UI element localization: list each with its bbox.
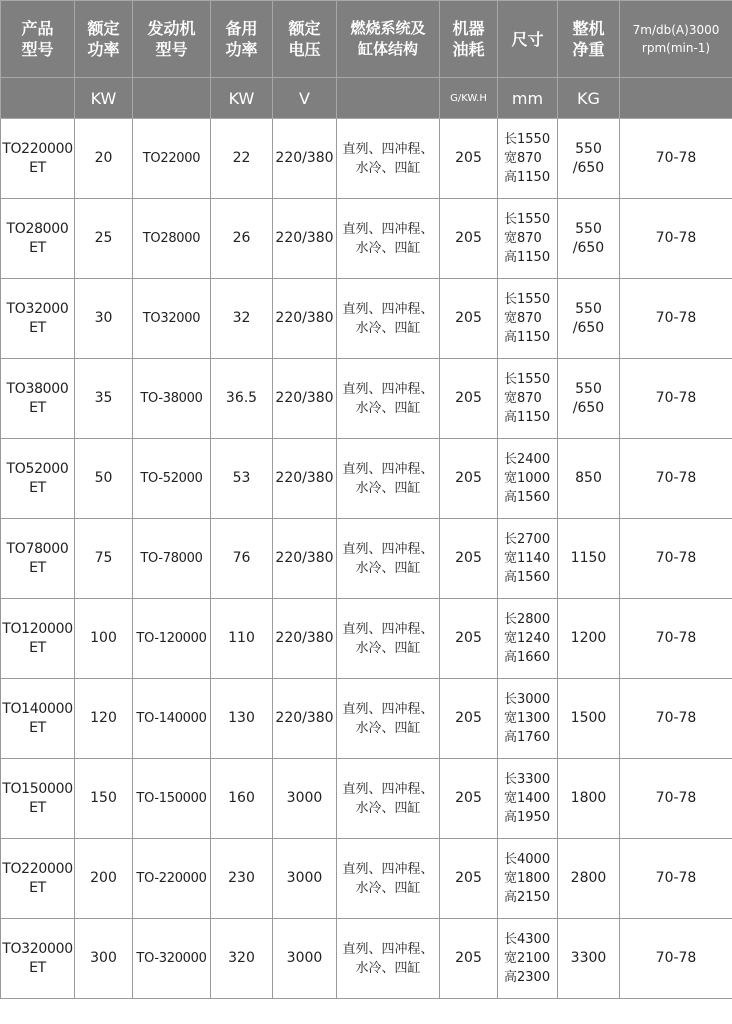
- cell-structure-line: 直列、四冲程、: [342, 461, 434, 477]
- cell-standby-power: 22: [211, 119, 273, 199]
- cell-fuel-consumption: 205: [440, 439, 498, 519]
- cell-net-weight: [558, 199, 620, 279]
- cell-net-weight-line: 550: [575, 380, 602, 397]
- cell-noise: 70-78: [620, 599, 732, 679]
- cell-rated-voltage: 220/380: [273, 519, 337, 599]
- cell-net-weight-line: /650: [572, 239, 605, 256]
- cell-dimensions-line: 宽870: [504, 231, 542, 246]
- unit-cell: mm: [498, 78, 558, 119]
- cell-structure: [337, 279, 440, 359]
- cell-structure: [337, 439, 440, 519]
- cell-fuel-consumption: 205: [440, 599, 498, 679]
- cell-noise: 70-78: [620, 839, 732, 919]
- cell-product-model-line: ET: [29, 399, 46, 416]
- cell-engine-model: TO-220000: [133, 839, 211, 919]
- cell-noise: 70-78: [620, 359, 732, 439]
- cell-dimensions-line: 高1760: [504, 730, 551, 745]
- cell-engine-model: TO-38000: [133, 359, 211, 439]
- cell-fuel-consumption: 205: [440, 519, 498, 599]
- cell-structure: [337, 119, 440, 199]
- cell-structure-line: 水冷、四缸: [355, 160, 421, 176]
- cell-dimensions-line: 长4300: [504, 932, 551, 947]
- cell-rated-power: 120: [75, 679, 133, 759]
- cell-net-weight-line: 1150: [570, 550, 607, 566]
- cell-dimensions-line: 长4000: [504, 852, 551, 867]
- cell-net-weight-line: /650: [572, 319, 605, 336]
- header-rated-power: 额定 功率: [75, 1, 133, 78]
- table-row: [1, 119, 732, 199]
- table-row: [1, 599, 732, 679]
- cell-net-weight: [558, 839, 620, 919]
- cell-product-model: [1, 679, 75, 759]
- units-row: [1, 78, 732, 119]
- cell-rated-power: 25: [75, 199, 133, 279]
- cell-rated-voltage: 3000: [273, 759, 337, 839]
- cell-product-model: [1, 359, 75, 439]
- cell-product-model-line: ET: [29, 239, 46, 256]
- cell-dimensions-line: 长2400: [504, 452, 551, 467]
- cell-dimensions: [498, 919, 558, 999]
- cell-dimensions: [498, 119, 558, 199]
- cell-dimensions-line: 宽870: [504, 151, 542, 166]
- cell-rated-voltage: 220/380: [273, 439, 337, 519]
- cell-product-model-line: ET: [29, 719, 46, 736]
- cell-rated-voltage: 220/380: [273, 679, 337, 759]
- cell-engine-model: TO-78000: [133, 519, 211, 599]
- cell-product-model-line: ET: [29, 879, 46, 896]
- cell-noise: 70-78: [620, 919, 732, 999]
- cell-dimensions-line: 宽1240: [504, 631, 551, 646]
- cell-product-model-line: ET: [29, 799, 46, 816]
- cell-product-model-line: TO28000: [6, 220, 69, 237]
- header-rated-voltage: 额定 电压: [273, 1, 337, 78]
- cell-product-model: [1, 439, 75, 519]
- cell-structure-line: 水冷、四缸: [355, 640, 421, 656]
- cell-rated-voltage: 220/380: [273, 279, 337, 359]
- cell-structure: [337, 519, 440, 599]
- cell-rated-power: 150: [75, 759, 133, 839]
- unit-cell: G/KW.H: [440, 78, 498, 119]
- cell-product-model-line: TO78000: [6, 540, 69, 557]
- cell-dimensions-line: 高1560: [504, 570, 551, 585]
- cell-structure-line: 直列、四冲程、: [342, 941, 434, 957]
- cell-engine-model: TO32000: [133, 279, 211, 359]
- cell-structure-line: 直列、四冲程、: [342, 221, 434, 237]
- cell-product-model: [1, 919, 75, 999]
- cell-net-weight-line: /650: [572, 399, 605, 416]
- cell-dimensions-line: 高1660: [504, 650, 551, 665]
- cell-structure-line: 水冷、四缸: [355, 880, 421, 896]
- cell-dimensions: [498, 679, 558, 759]
- cell-net-weight: [558, 119, 620, 199]
- cell-structure-line: 直列、四冲程、: [342, 381, 434, 397]
- table-row: [1, 439, 732, 519]
- cell-fuel-consumption: 205: [440, 279, 498, 359]
- cell-standby-power: 53: [211, 439, 273, 519]
- cell-structure-line: 水冷、四缸: [355, 320, 421, 336]
- cell-dimensions-line: 宽870: [504, 311, 542, 326]
- table-row: [1, 679, 732, 759]
- cell-structure-line: 水冷、四缸: [355, 720, 421, 736]
- cell-structure: [337, 919, 440, 999]
- unit-cell: [1, 78, 75, 119]
- cell-dimensions-line: 高1150: [504, 250, 551, 265]
- cell-dimensions: [498, 519, 558, 599]
- cell-net-weight-line: 1800: [570, 790, 607, 806]
- cell-product-model-line: TO32000: [6, 300, 69, 317]
- cell-dimensions-line: 长3000: [504, 692, 551, 707]
- cell-dimensions-line: 高1150: [504, 330, 551, 345]
- cell-standby-power: 160: [211, 759, 273, 839]
- cell-standby-power: 230: [211, 839, 273, 919]
- unit-cell: [620, 78, 732, 119]
- cell-structure-line: 水冷、四缸: [355, 240, 421, 256]
- cell-engine-model: TO-120000: [133, 599, 211, 679]
- cell-structure-line: 直列、四冲程、: [342, 781, 434, 797]
- cell-structure: [337, 759, 440, 839]
- cell-structure: [337, 199, 440, 279]
- cell-product-model: [1, 759, 75, 839]
- table-row: [1, 199, 732, 279]
- header-net-weight: 整机 净重: [558, 1, 620, 78]
- cell-product-model: [1, 839, 75, 919]
- cell-dimensions-line: 宽1400: [504, 791, 551, 806]
- unit-cell: KW: [211, 78, 273, 119]
- cell-product-model-line: TO220000: [2, 860, 73, 877]
- cell-structure-line: 直列、四冲程、: [342, 621, 434, 637]
- cell-fuel-consumption: 205: [440, 839, 498, 919]
- cell-fuel-consumption: 205: [440, 359, 498, 439]
- cell-structure-line: 直列、四冲程、: [342, 141, 434, 157]
- cell-net-weight: [558, 599, 620, 679]
- cell-product-model-line: TO38000: [6, 380, 69, 397]
- table-row: [1, 359, 732, 439]
- cell-net-weight: [558, 679, 620, 759]
- cell-net-weight: [558, 519, 620, 599]
- cell-net-weight-line: 550: [575, 300, 602, 317]
- cell-structure: [337, 839, 440, 919]
- cell-standby-power: 110: [211, 599, 273, 679]
- cell-net-weight-line: 550: [575, 140, 602, 157]
- cell-dimensions-line: 宽1300: [504, 711, 551, 726]
- unit-cell: [133, 78, 211, 119]
- cell-standby-power: 76: [211, 519, 273, 599]
- cell-fuel-consumption: 205: [440, 679, 498, 759]
- cell-dimensions-line: 高2150: [504, 890, 551, 905]
- cell-fuel-consumption: 205: [440, 759, 498, 839]
- cell-product-model-line: TO320000: [2, 940, 73, 957]
- cell-engine-model: TO-150000: [133, 759, 211, 839]
- cell-structure-line: 直列、四冲程、: [342, 301, 434, 317]
- cell-engine-model: TO28000: [133, 199, 211, 279]
- cell-engine-model: TO-320000: [133, 919, 211, 999]
- table-row: [1, 279, 732, 359]
- cell-dimensions-line: 宽1000: [504, 471, 551, 486]
- header-product-model: 产品 型号: [1, 1, 75, 78]
- cell-product-model: [1, 279, 75, 359]
- cell-fuel-consumption: 205: [440, 119, 498, 199]
- cell-rated-voltage: 220/380: [273, 599, 337, 679]
- cell-rated-power: 30: [75, 279, 133, 359]
- cell-rated-voltage: 3000: [273, 839, 337, 919]
- cell-rated-voltage: 220/380: [273, 119, 337, 199]
- cell-dimensions: [498, 279, 558, 359]
- cell-dimensions-line: 长1550: [504, 212, 551, 227]
- unit-cell: KG: [558, 78, 620, 119]
- cell-dimensions-line: 长1550: [504, 132, 551, 147]
- header-combustion-structure: 燃烧系统及 缸体结构: [337, 1, 440, 78]
- cell-dimensions-line: 长2800: [504, 612, 551, 627]
- cell-noise: 70-78: [620, 679, 732, 759]
- cell-dimensions-line: 长3300: [504, 772, 551, 787]
- cell-net-weight: [558, 439, 620, 519]
- cell-rated-power: 50: [75, 439, 133, 519]
- table-row: [1, 919, 732, 999]
- cell-noise: 70-78: [620, 279, 732, 359]
- cell-net-weight-line: 850: [575, 470, 602, 486]
- cell-dimensions-line: 宽2100: [504, 951, 551, 966]
- cell-net-weight-line: 1200: [570, 630, 607, 646]
- cell-noise: 70-78: [620, 199, 732, 279]
- cell-rated-power: 300: [75, 919, 133, 999]
- header-standby-power: 备用 功率: [211, 1, 273, 78]
- cell-product-model: [1, 519, 75, 599]
- table-row: [1, 839, 732, 919]
- cell-standby-power: 320: [211, 919, 273, 999]
- cell-structure-line: 水冷、四缸: [355, 560, 421, 576]
- unit-cell: KW: [75, 78, 133, 119]
- cell-net-weight-line: /650: [572, 159, 605, 176]
- cell-dimensions: [498, 199, 558, 279]
- cell-product-model-line: TO140000: [2, 700, 73, 717]
- header-fuel-consumption: 机器 油耗: [440, 1, 498, 78]
- cell-standby-power: 130: [211, 679, 273, 759]
- cell-dimensions-line: 长2700: [504, 532, 551, 547]
- cell-structure: [337, 679, 440, 759]
- unit-cell: V: [273, 78, 337, 119]
- header-dimensions: 尺寸: [498, 1, 558, 78]
- cell-dimensions-line: 高1560: [504, 490, 551, 505]
- cell-structure-line: 水冷、四缸: [355, 400, 421, 416]
- cell-standby-power: 26: [211, 199, 273, 279]
- cell-structure-line: 直列、四冲程、: [342, 701, 434, 717]
- cell-rated-power: 200: [75, 839, 133, 919]
- cell-dimensions: [498, 359, 558, 439]
- unit-cell: [337, 78, 440, 119]
- cell-product-model-line: ET: [29, 639, 46, 656]
- cell-structure-line: 水冷、四缸: [355, 800, 421, 816]
- cell-net-weight-line: 550: [575, 220, 602, 237]
- cell-dimensions: [498, 759, 558, 839]
- cell-product-model-line: ET: [29, 319, 46, 336]
- cell-product-model: [1, 599, 75, 679]
- table-row: [1, 759, 732, 839]
- cell-net-weight: [558, 279, 620, 359]
- cell-product-model-line: ET: [29, 479, 46, 496]
- header-engine-model: 发动机 型号: [133, 1, 211, 78]
- cell-net-weight-line: 1500: [570, 710, 607, 726]
- cell-rated-power: 20: [75, 119, 133, 199]
- cell-standby-power: 32: [211, 279, 273, 359]
- cell-product-model: [1, 199, 75, 279]
- cell-dimensions-line: 长1550: [504, 372, 551, 387]
- cell-dimensions-line: 宽1140: [504, 551, 551, 566]
- cell-dimensions-line: 高1150: [504, 410, 551, 425]
- cell-structure: [337, 599, 440, 679]
- cell-rated-voltage: 3000: [273, 919, 337, 999]
- cell-rated-power: 35: [75, 359, 133, 439]
- cell-engine-model: TO-140000: [133, 679, 211, 759]
- cell-dimensions-line: 长1550: [504, 292, 551, 307]
- cell-net-weight: [558, 919, 620, 999]
- cell-net-weight-line: 3300: [570, 950, 607, 966]
- cell-structure-line: 水冷、四缸: [355, 960, 421, 976]
- cell-structure: [337, 359, 440, 439]
- table-row: [1, 519, 732, 599]
- cell-product-model-line: ET: [29, 559, 46, 576]
- cell-engine-model: TO-52000: [133, 439, 211, 519]
- cell-dimensions-line: 高1950: [504, 810, 551, 825]
- cell-dimensions-line: 高2300: [504, 970, 551, 985]
- cell-engine-model: TO22000: [133, 119, 211, 199]
- cell-structure-line: 直列、四冲程、: [342, 541, 434, 557]
- cell-net-weight-line: 2800: [570, 870, 607, 886]
- table-body: [1, 119, 732, 999]
- cell-fuel-consumption: 205: [440, 199, 498, 279]
- cell-product-model-line: TO220000: [2, 140, 73, 157]
- cell-fuel-consumption: 205: [440, 919, 498, 999]
- cell-dimensions-line: 宽870: [504, 391, 542, 406]
- cell-noise: 70-78: [620, 439, 732, 519]
- cell-rated-power: 75: [75, 519, 133, 599]
- cell-structure-line: 直列、四冲程、: [342, 861, 434, 877]
- cell-rated-voltage: 220/380: [273, 359, 337, 439]
- cell-net-weight: [558, 359, 620, 439]
- cell-dimensions-line: 宽1800: [504, 871, 551, 886]
- cell-product-model-line: ET: [29, 959, 46, 976]
- cell-rated-power: 100: [75, 599, 133, 679]
- cell-dimensions: [498, 439, 558, 519]
- cell-product-model-line: ET: [29, 159, 46, 176]
- cell-product-model-line: TO120000: [2, 620, 73, 637]
- cell-standby-power: 36.5: [211, 359, 273, 439]
- cell-noise: 70-78: [620, 119, 732, 199]
- cell-dimensions-line: 高1150: [504, 170, 551, 185]
- cell-product-model-line: TO150000: [2, 780, 73, 797]
- header-noise: 7m/db(A)3000 rpm(min-1): [620, 1, 732, 78]
- cell-product-model: [1, 119, 75, 199]
- cell-dimensions: [498, 599, 558, 679]
- cell-noise: 70-78: [620, 519, 732, 599]
- cell-net-weight: [558, 759, 620, 839]
- cell-product-model-line: TO52000: [6, 460, 69, 477]
- cell-dimensions: [498, 839, 558, 919]
- header-row: [1, 1, 732, 78]
- cell-noise: 70-78: [620, 759, 732, 839]
- cell-rated-voltage: 220/380: [273, 199, 337, 279]
- cell-structure-line: 水冷、四缸: [355, 480, 421, 496]
